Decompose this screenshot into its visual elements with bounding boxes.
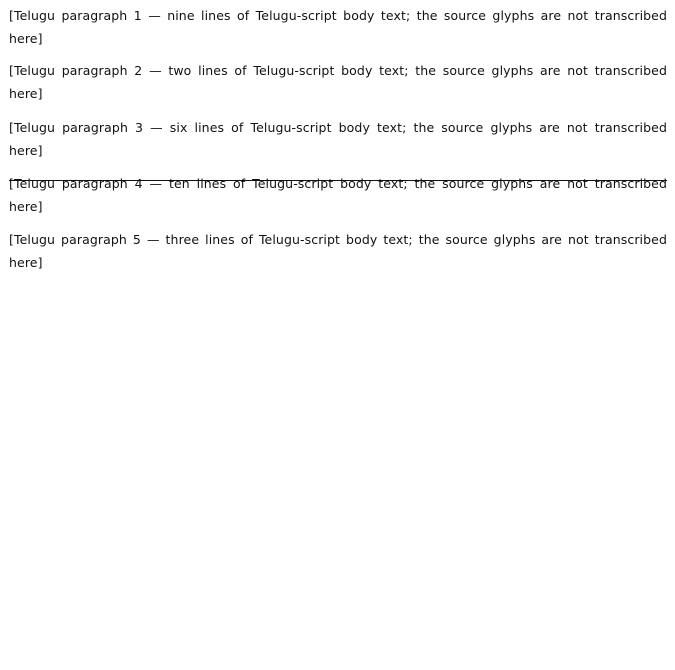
column-divider (9, 180, 667, 181)
paragraph-2: [Telugu paragraph 2 — two lines of Telugu-script body text; the source glyphs are not transcribed here] (9, 63, 667, 101)
paragraph-3: [Telugu paragraph 3 — six lines of Telugu-script body text; the source glyphs are not transcribed here] (9, 120, 667, 158)
paragraph-5: [Telugu paragraph 5 — three lines of Telugu-script body text; the source glyphs are not transcribed here] (9, 232, 667, 270)
paragraph-1: [Telugu paragraph 1 — nine lines of Telugu-script body text; the source glyphs are not transcribed here] (9, 8, 667, 46)
paragraph-4: [Telugu paragraph 4 — ten lines of Telugu-script body text; the source glyphs are not transcribed here] (9, 176, 667, 214)
